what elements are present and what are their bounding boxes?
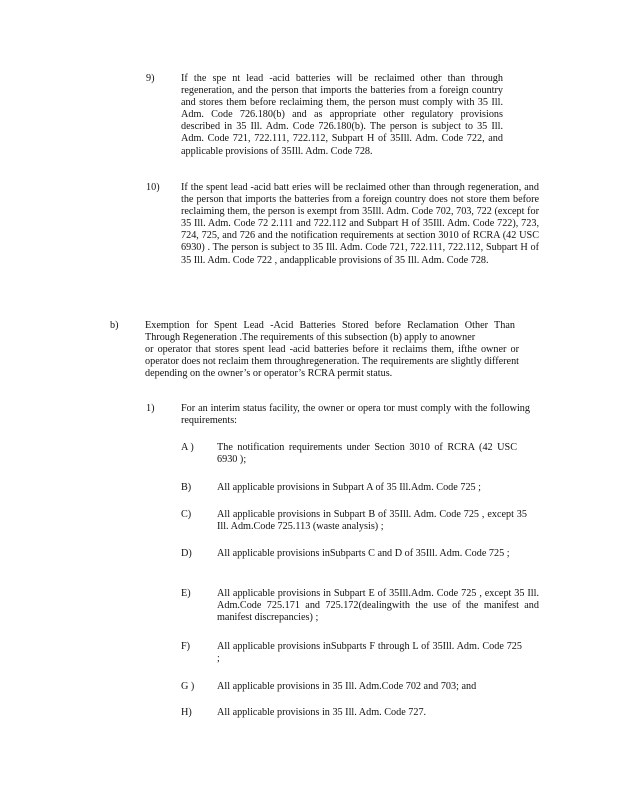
- subitem-a-text: The notification requirements under Section 3010 of RCRA (42 USC 6930 );: [217, 442, 517, 466]
- item-9-number: 9): [146, 73, 155, 84]
- subitem-a-label: A ): [181, 442, 194, 453]
- item-10-paragraph: If the spent lead -acid batt eries will be reclaimed other than through regeneration, and the person that imports the batteries from a foreign country does not store them before reclaiming them, the person is exempt from 35Ill. Adm. Code 702, 703, 722 (except for 35 Ill. Adm. Code 72 2.111 and 722.112 and Subpart H of 35Ill. Adm. Code 722), 723, 724, 725, and 726 and the notification requirements at section 3010 of RCRA (42 USC 6930) . The person is subject to 35 Ill. Adm. Code 721, 722.111, 722.112, Subpart H of 35 Ill. Adm. Code 722 , andapplicable provisions of 35 Ill. Adm. Code 728.: [181, 182, 539, 266]
- subitem-b-label: B): [181, 482, 192, 493]
- subitem-d-text: All applicable provisions inSubparts C and D of 35Ill. Adm. Code 725 ;: [217, 548, 510, 559]
- section-b-heading: Exemption for Spent Lead -Acid Batteries Stored before Reclamation Other Than Through Regeneration .The requirements of this subsection (b) apply to anowner: [145, 320, 515, 344]
- subitem-f-text: All applicable provisions inSubparts F through L of 35Ill. Adm. Code 725 ;: [217, 641, 522, 665]
- subitem-h-text: All applicable provisions in 35 Ill. Adm. Code 727.: [217, 707, 427, 718]
- item-9-paragraph: If the spe nt lead -acid batteries will be reclaimed other than through regeneration, and the person that imports the batteries from a foreign country and stores them before reclaiming them, the person must comply with 35 Ill. Adm. Code 726.180(b) and as appropriate other regulatory provisions described in 35 Ill. Adm. Code 726.180(b). The person is subject to 35 Ill. Adm. Code 721, 722.111, 722.112, Subpart H of 35Ill. Adm. Code 722, and applicable provisions of 35Ill. Adm. Code 728.: [181, 73, 503, 157]
- subitem-c-label: C): [181, 509, 192, 520]
- section-b-paragraph: or operator that stores spent lead -acid batteries before it reclaims them, ifthe owner or operator does not reclaim them throughregeneration. The requirements are slightly different depending on the owner’s or operator’s RCRA permit status.: [145, 344, 519, 380]
- subitem-h-label: H): [181, 707, 192, 718]
- item-1-paragraph: For an interim status facility, the owner or opera tor must comply with the following requirements:: [181, 403, 530, 427]
- subitem-g-label: G ): [181, 681, 195, 692]
- subitem-d-label: D): [181, 548, 192, 559]
- subitem-g-text: All applicable provisions in 35 Ill. Adm.Code 702 and 703; and: [217, 681, 477, 692]
- section-b-label: b): [110, 320, 119, 331]
- subitem-e-label: E): [181, 588, 191, 599]
- item-10-number: 10): [146, 182, 160, 193]
- subitem-e-text: All applicable provisions in Subpart E of 35Ill.Adm. Code 725 , except 35 Ill. Adm.Code 725.171 and 725.172(dealingwith the use of the manifest and manifest discrepancies) ;: [217, 588, 539, 624]
- item-1-number: 1): [146, 403, 155, 414]
- subitem-b-text: All applicable provisions in Subpart A of 35 Ill.Adm. Code 725 ;: [217, 482, 482, 493]
- subitem-f-label: F): [181, 641, 191, 652]
- subitem-c-text: All applicable provisions in Subpart B of 35Ill. Adm. Code 725 , except 35 Ill. Adm.Code 725.113 (waste analysis) ;: [217, 509, 527, 533]
